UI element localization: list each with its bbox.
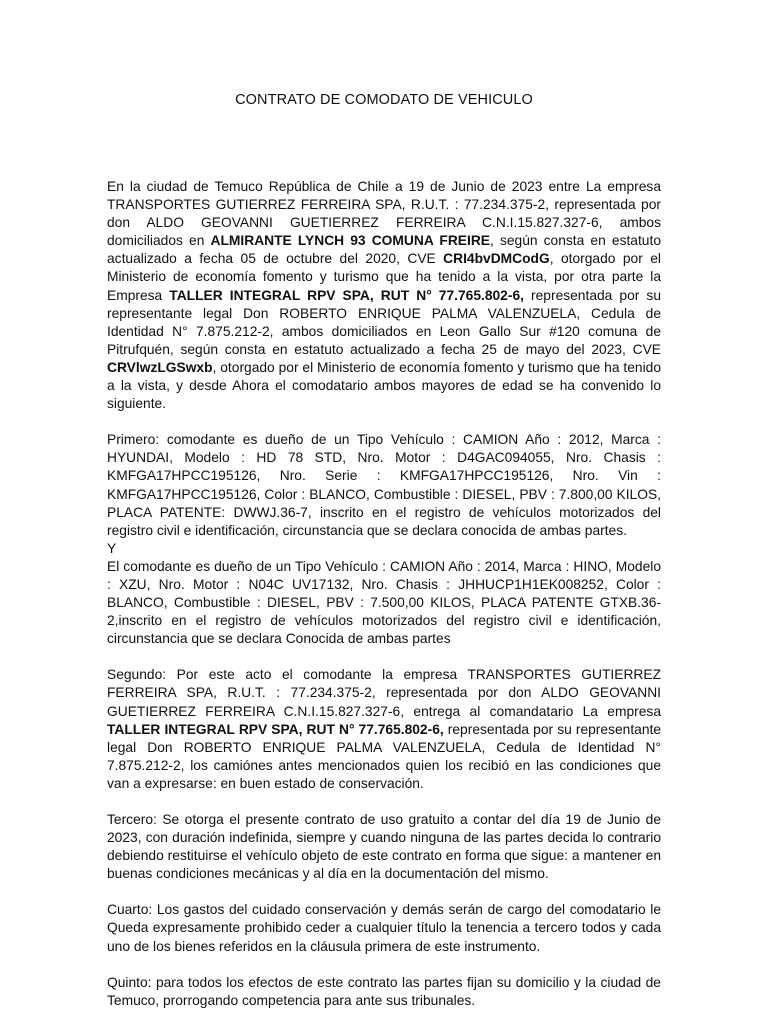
cuarto-paragraph: Cuarto: Los gastos del cuidado conservación y demás serán de cargo del comodatario le Queda expresamente prohibido ceder a cualquier título la tenencia a tercero todos y cada uno de los bienes referidos en la cláusula primera de este instrumento. <box>107 902 661 954</box>
segundo-text-1: Segundo: Por este acto el comodante la empresa TRANSPORTES GUTIERREZ FERREIRA SPA, R.U.T. : 77.234.375-2, representada por don ALDO GEOVANNI GUETIERREZ FERREIRA C.N.I.15.827.327-6, entrega al comandatario La empresa <box>107 667 661 719</box>
intro-text-1: En la ciudad de Temuco República de Chile a 19 de Junio de 2023 entre La empresa TRANSPORTES GUTIERREZ FERREIRA SPA, R.U.T. : 77.234.375-2, representada por don ALDO GEOVANNI GUETIERREZ FERREIRA C.N.I.15.827.327-6, ambos domiciliados en <box>107 179 661 249</box>
intro-cve-2-bold: CRVlwzLGSwxb <box>107 359 213 375</box>
intro-text-3: , otorgado por el Ministerio de economía fomento y turismo que ha tenido a la vista, por otra parte la Empresa <box>107 251 661 303</box>
intro-cve-1-bold: CRI4bvDMCodG <box>443 251 550 267</box>
second-vehicle-paragraph: El comodante es dueño de un Tipo Vehículo : CAMION Año : 2014, Marca : HINO, Modelo : XZU, Nro. Motor : N04C UV17132, Nro. Chasis : JHHUCP1H1EK008252, Color : BLANCO, Combustible : DIESEL, PBV : 7.500,00 KILOS, PLACA PATENTE GTXB.36-2,inscrito en el registro de vehículos motorizados del registro civil e identificación, circunstancia que se declara Conocida de ambas partes <box>107 558 661 647</box>
quinto-paragraph: Quinto: para todos los efectos de este contrato las partes fijan su domicilio y la ciudad de Temuco, prorrogando competencia para ante sus tribunales. <box>107 974 661 1008</box>
intro-text-4: representada por su representante legal Don ROBERTO ENRIQUE PALMA VALENZUELA, Cedula de Identidad N° 7.875.212-2, ambos domiciliados en Leon Gallo Sur #120 comuna de Pitrufquén, según consta en estatuto actualizado a fecha 25 de mayo del 2023, CVE <box>107 287 662 357</box>
intro-address-bold: ALMIRANTE LYNCH 93 COMUNA FREIRE <box>210 233 490 249</box>
intro-paragraph <box>107 178 661 413</box>
tercero-paragraph: Tercero: Se otorga el presente contrato de uso gratuito a contar del día 19 de Junio de 2023, con duración indefinida, siempre y cuando ninguna de las partes decida lo contrario debiendo restituirse el vehículo objeto de este contrato en forma que sigue: a mantener en buenas condiciones mecánicas y al día en la documentación del mismo. <box>107 812 661 882</box>
intro-text-5: , otorgado por el Ministerio de economía fomento y turismo que ha tenido a la vista, y desde Ahora el comodatario ambos mayores de edad se ha convenido lo siguiente. <box>107 359 661 412</box>
document-title: CONTRATO DE COMODATO DE VEHICULO <box>235 92 533 108</box>
y-line: Y <box>107 540 117 556</box>
segundo-company-bold: TALLER INTEGRAL RPV SPA, RUT N° 77.765.802-6, <box>107 721 444 737</box>
document-body <box>107 178 661 1028</box>
segundo-paragraph <box>107 666 661 793</box>
segundo-text-2: representada por su representante legal Don ROBERTO ENRIQUE PALMA VALENZUELA, Cedula de Identidad N° 7.875.212-2, los camiónes antes mencionados quien los recibió en las condiciones que van a expresarse: en buen estado de conservación. <box>107 721 661 791</box>
primero-paragraph: Primero: comodante es dueño de un Tipo Vehículo : CAMION Año : 2012, Marca : HYUNDAI, Modelo : HD 78 STD, Nro. Motor : D4GAC094055, Nro. Chasis : KMFGA17HPCC195126, Nro. Serie : KMFGA17HPCC195126, Nro. Vin : KMFGA17HPCC195126, Color : BLANCO, Combustible : DIESEL, PBV : 7.800,00 KILOS, PLACA PATENTE: DWWJ.36-7, inscrito en el registro de vehículos motorizados del registro civil e identificación, circunstancia que se declara conocida de ambas partes. <box>107 432 661 538</box>
intro-company-bold: TALLER INTEGRAL RPV SPA, RUT N° 77.765.802-6, <box>169 287 524 303</box>
intro-text-2: , según consta en estatuto actualizado a fecha 05 de octubre del 2020, CVE <box>107 233 661 267</box>
